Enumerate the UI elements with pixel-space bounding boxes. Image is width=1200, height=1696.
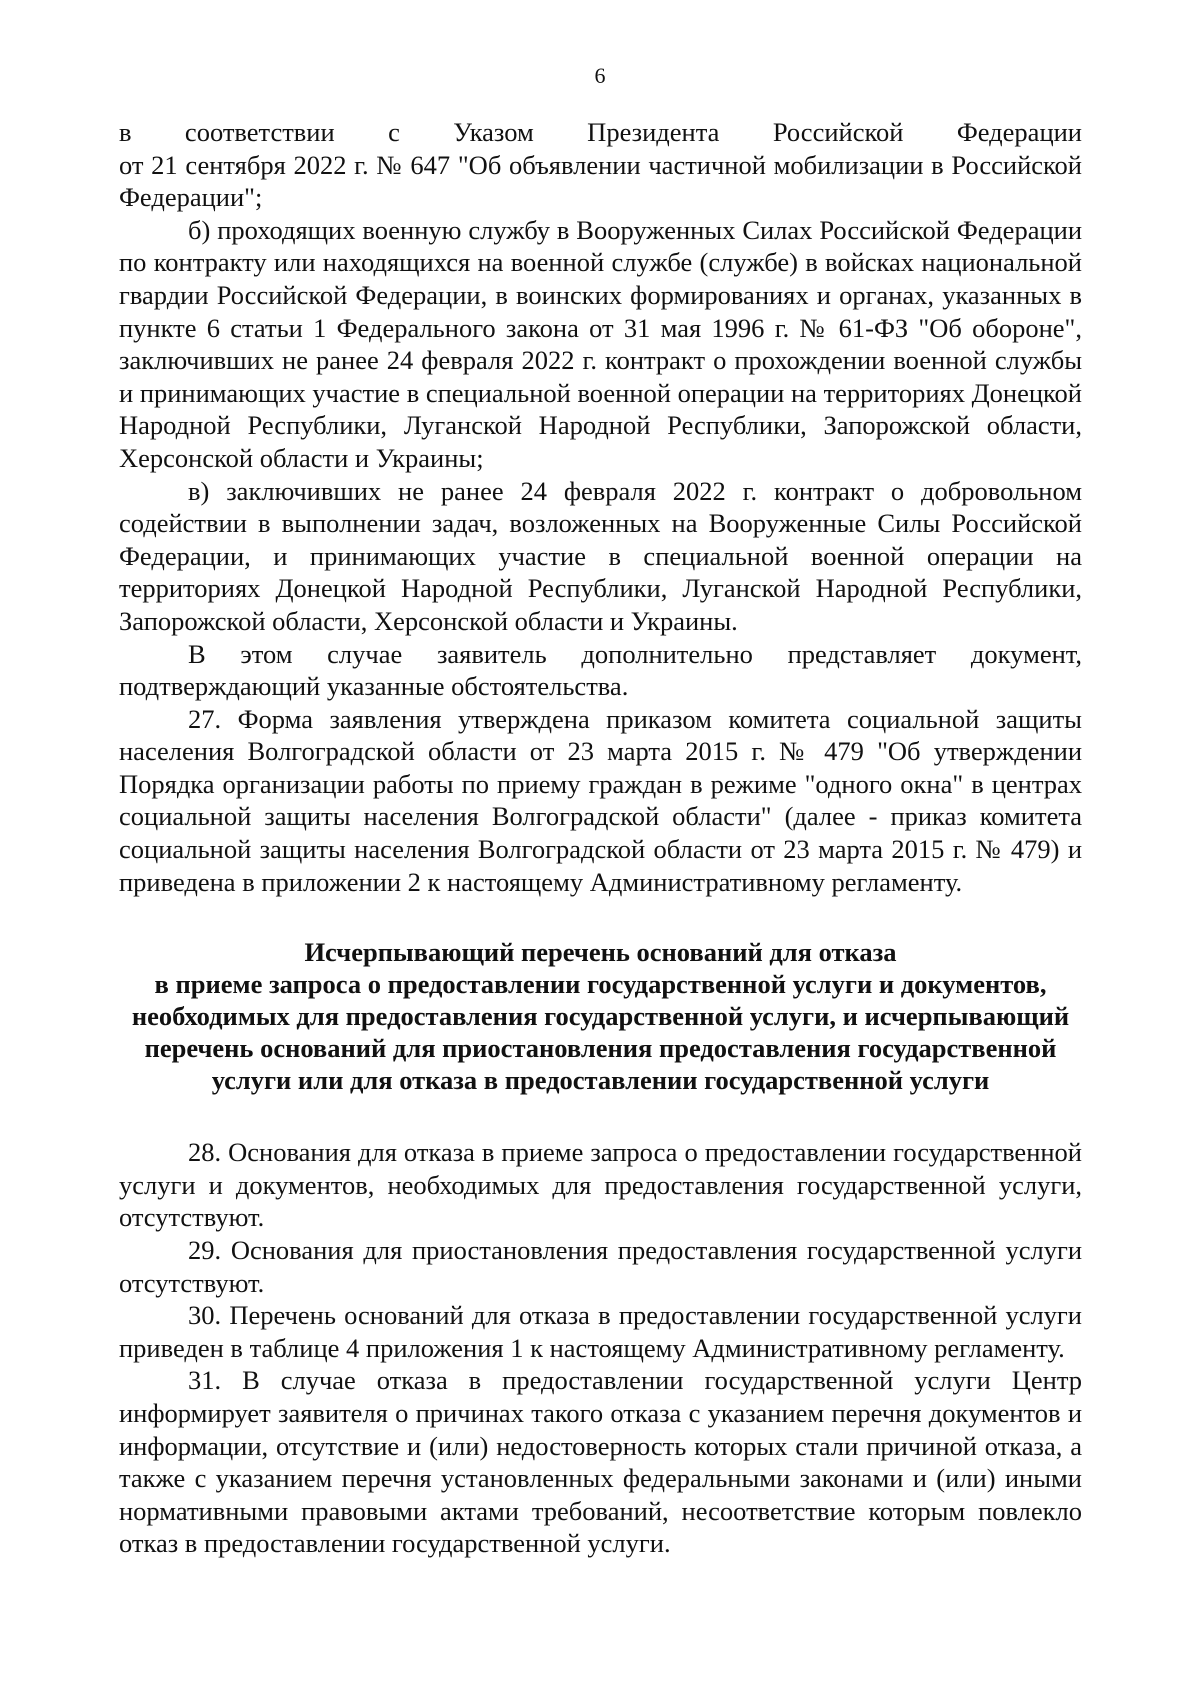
paragraph-28: 28. Основания для отказа в приеме запроса о предоставлении государственной услуги и документов, необходимых для предоставления государственной услуги, отсутствуют. <box>119 1137 1082 1233</box>
section-heading-line: перечень оснований для приостановления предоставления государственной <box>144 1033 1057 1064</box>
paragraph-continuation-rest: от 21 сентября 2022 г. № 647 "Об объявлении частичной мобилизации в Российской Федерации"; <box>119 149 1082 213</box>
section-heading-line: необходимых для предоставления государственной услуги, и исчерпывающий <box>131 1001 1070 1032</box>
paragraph-item-b: б) проходящих военную службу в Вооруженных Силах Российской Федерации по контракту или находящихся на военной службе (службе) в войсках национальной гвардии Российской Федерации, в воинских формированиях и органах, указанных в пункте 6 статьи 1 Федерального закона от 31 мая 1996 г. № 61-ФЗ "Об обороне", заключивших не ранее 24 февраля 2022 г. контракт о прохождении военной службы и принимающих участие в специальной военной операции на территориях Донецкой Народной Республики, Луганской Народной Республики, Запорожской области, Херсонской области и Украины; <box>119 214 1082 473</box>
paragraph-29: 29. Основания для приостановления предоставления государственной услуги отсутствуют. <box>119 1235 1082 1298</box>
section-heading-line: в приеме запроса о предоставлении государственной услуги и документов, <box>154 969 1047 1000</box>
paragraph-30: 30. Перечень оснований для отказа в предоставлении государственной услуги приведен в таблице 4 приложения 1 к настоящему Административному регламенту. <box>119 1300 1082 1363</box>
section-heading-line: Исчерпывающий перечень оснований для отказа <box>304 937 897 968</box>
section-heading-line: услуги или для отказа в предоставлении государственной услуги <box>211 1065 990 1096</box>
section-heading <box>119 936 1082 1096</box>
paragraph-continuation-line1: в соответствии с Указом Президента Российской Федерации <box>119 117 1082 147</box>
paragraph-31: 31. В случае отказа в предоставлении государственной услуги Центр информирует заявителя о причинах такого отказа с указанием перечня документов и информации, отсутствие и (или) недостоверность которых стали причиной отказа, а также с указанием перечня установленных федеральными законами и (или) иными нормативными правовыми актами требований, несоответствие которым повлекло отказ в предоставлении государственной услуги. <box>119 1365 1082 1559</box>
paragraph-item-v: в) заключивших не ранее 24 февраля 2022 г. контракт о добровольном содействии в выполнении задач, возложенных на Вооруженные Силы Российской Федерации, и принимающих участие в специальной военной операции на территориях Донецкой Народной Республики, Луганской Народной Республики, Запорожской области, Херсонской области и Украины. <box>119 475 1082 636</box>
paragraph-27: 27. Форма заявления утверждена приказом комитета социальной защиты населения Волгоградской области от 23 марта 2015 г. № 479 "Об утверждении Порядка организации работы по приему граждан в режиме "одного окна" в центрах социальной защиты населения Волгоградской области" (далее - приказ комитета социальной защиты населения Волгоградской области от 23 марта 2015 г. № 479) и приведена в приложении 2 к настоящему Административному регламенту. <box>119 703 1082 897</box>
document-body <box>119 116 1082 1560</box>
paragraph-additional-document: В этом случае заявитель дополнительно представляет документ, подтверждающий указанные обстоятельства. <box>119 638 1082 702</box>
page-number: 6 <box>594 63 606 88</box>
